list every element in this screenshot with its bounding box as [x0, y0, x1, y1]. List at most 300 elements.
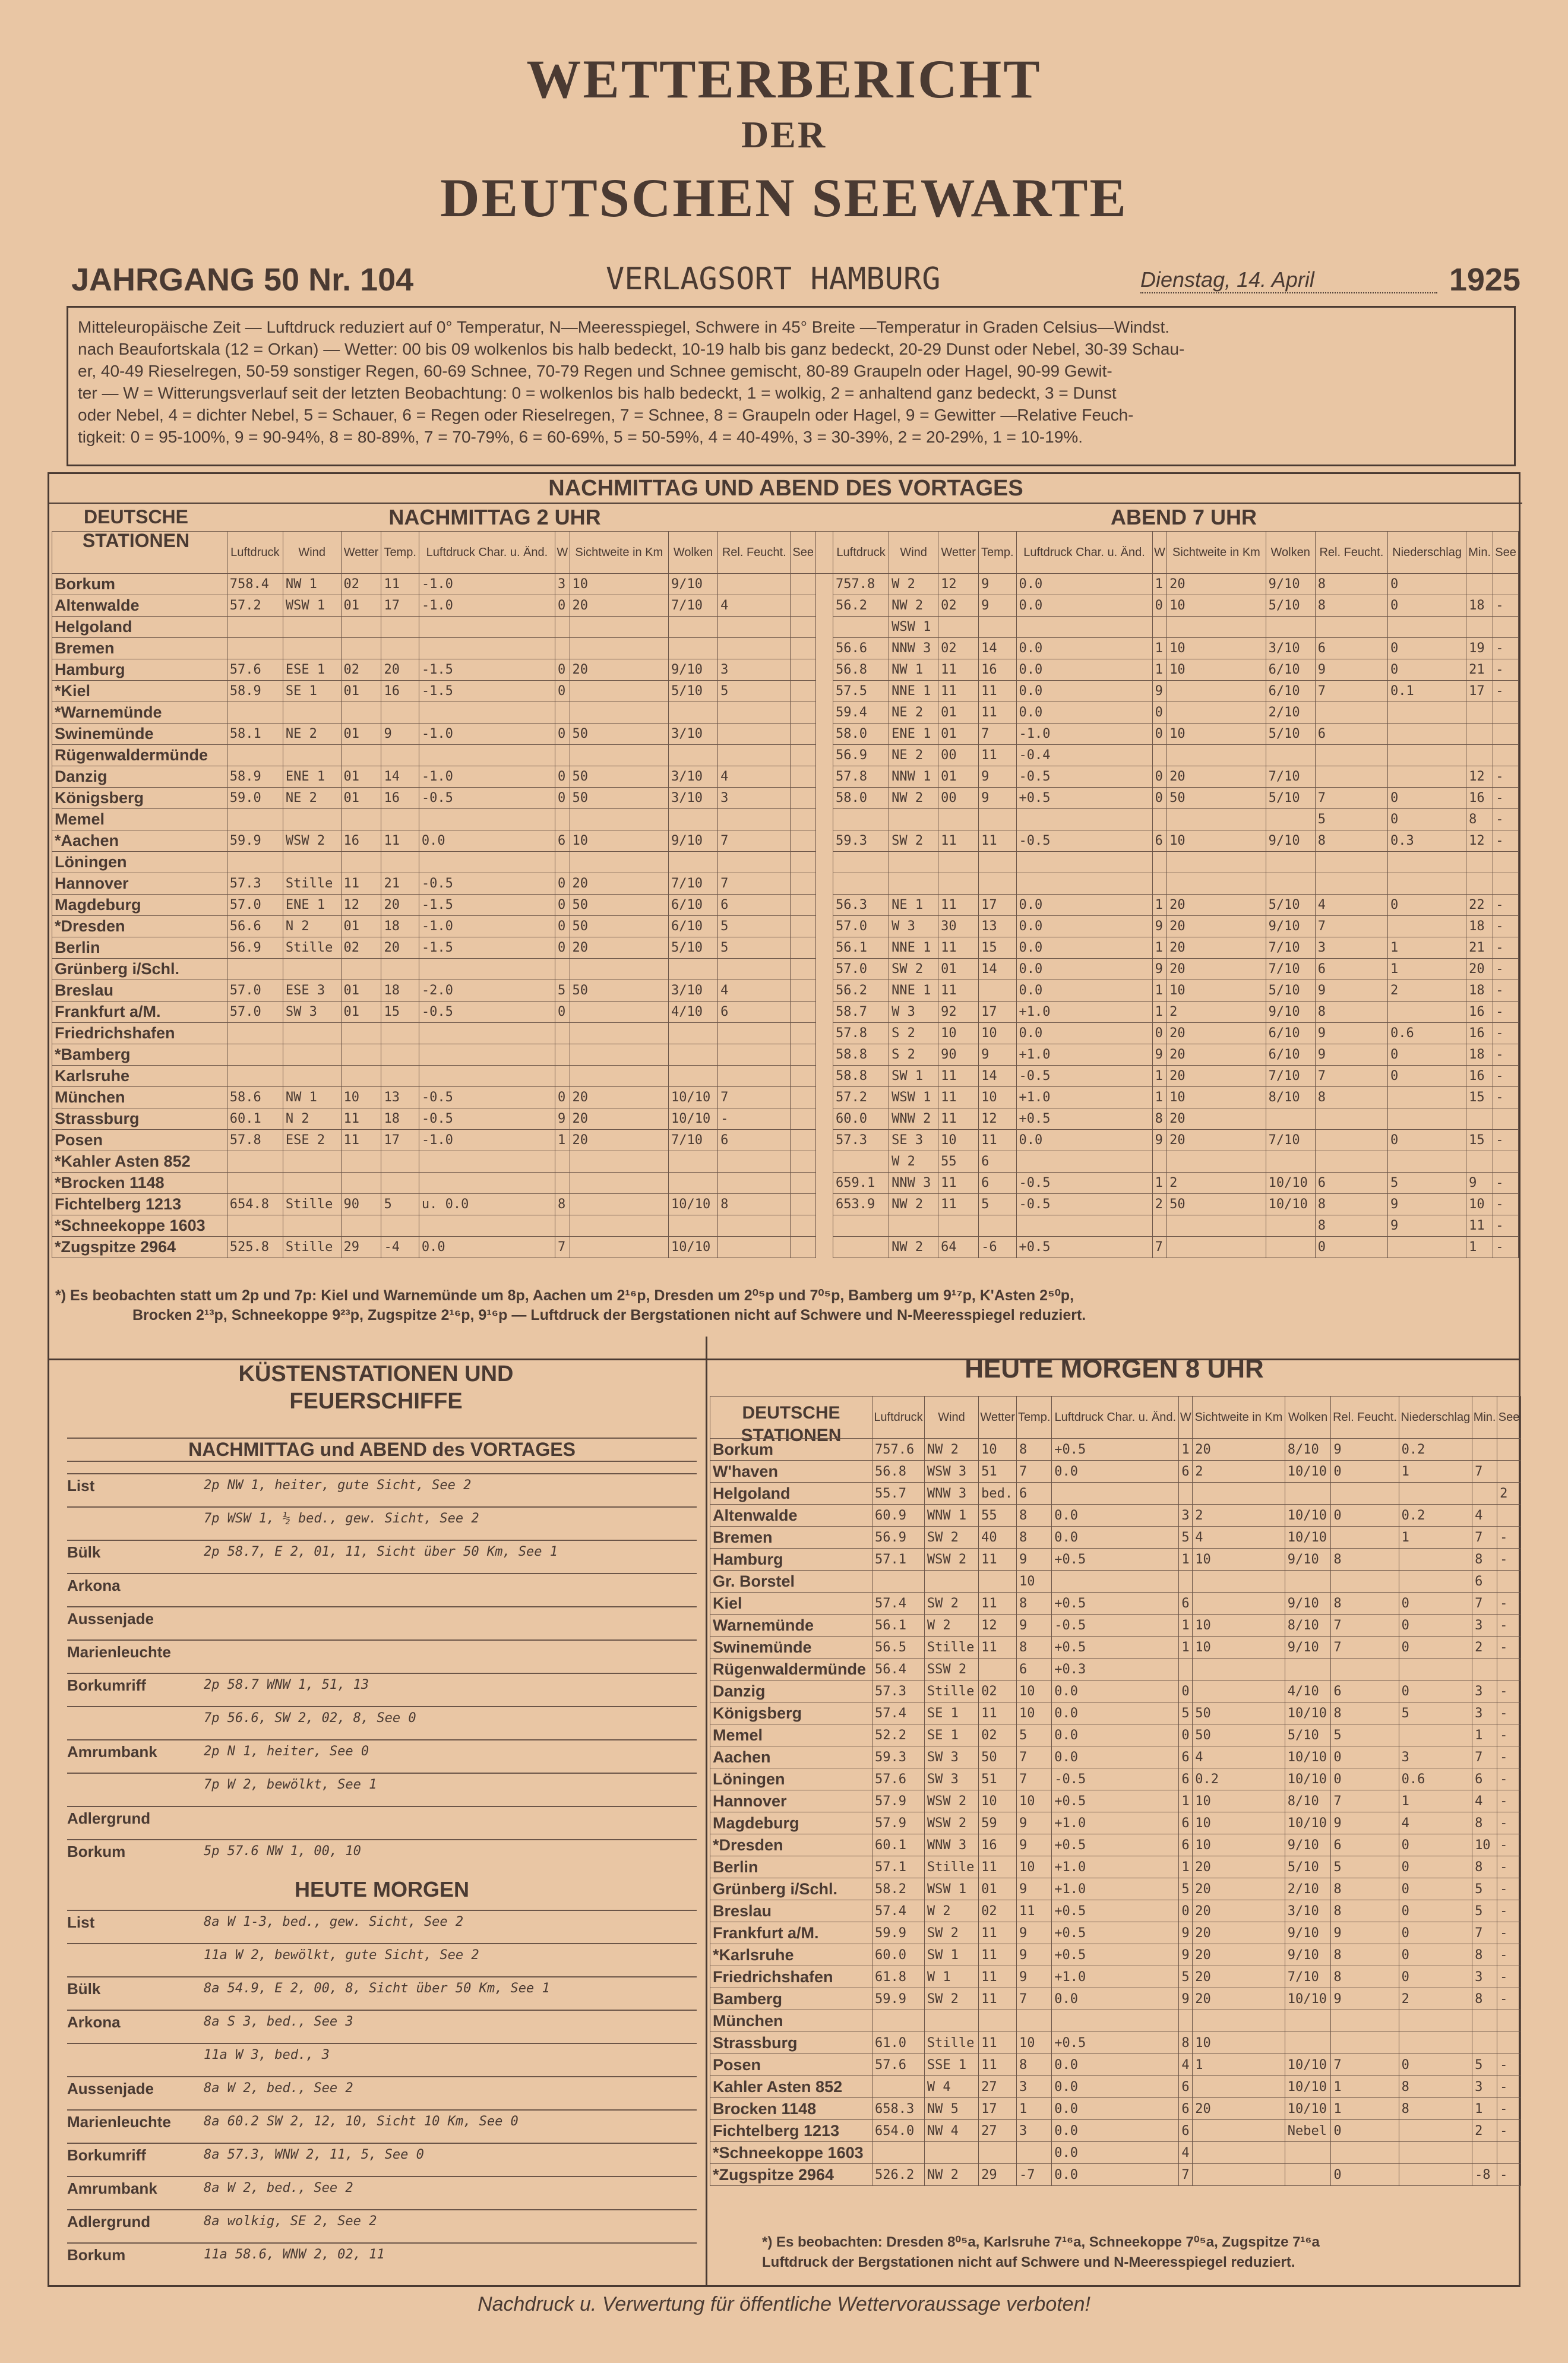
row-divider: [67, 1506, 697, 1508]
row-divider: [67, 2076, 697, 2077]
data-cell: [791, 638, 816, 659]
data-cell: 0: [555, 788, 570, 809]
data-cell: [1388, 1237, 1466, 1258]
data-cell: 01: [341, 788, 381, 809]
data-cell: -: [1497, 1637, 1521, 1658]
data-cell: N 2: [283, 916, 341, 937]
data-cell: 5/10: [1266, 980, 1315, 1002]
data-cell: [669, 617, 718, 638]
data-cell: 0: [555, 873, 570, 895]
data-cell: [570, 1215, 669, 1237]
data-cell: [1497, 2032, 1521, 2054]
data-cell: 11: [979, 745, 1016, 766]
table-row: [710, 1988, 1521, 2010]
gap-cell: [816, 1066, 833, 1087]
data-cell: 57.3: [833, 1130, 889, 1151]
data-cell: W 4: [924, 2076, 978, 2098]
data-cell: [283, 1173, 341, 1194]
data-cell: 0.0: [1016, 681, 1152, 702]
data-cell: [227, 809, 283, 830]
data-cell: 0.2: [1399, 1439, 1472, 1461]
data-cell: [555, 1151, 570, 1173]
data-cell: -: [1497, 1944, 1521, 1966]
station-name: München: [52, 1087, 227, 1108]
station-name: Karlsruhe: [52, 1066, 227, 1087]
data-cell: [570, 959, 669, 980]
data-cell: -: [718, 1108, 791, 1130]
data-cell: 17: [979, 895, 1016, 916]
header-cell: Luftdruck: [833, 532, 889, 574]
data-cell: SW 2: [889, 830, 938, 852]
data-cell: 10: [1167, 638, 1266, 659]
data-cell: NE 1: [889, 895, 938, 916]
data-cell: [791, 617, 816, 638]
data-cell: 9: [1331, 1812, 1399, 1834]
table-row: [52, 873, 1519, 895]
header-cell: Luftdruck Char. u. Änd.: [1016, 532, 1152, 574]
data-cell: 7: [1315, 1066, 1387, 1087]
data-cell: 8: [1331, 1878, 1399, 1900]
data-cell: 0: [1388, 574, 1466, 595]
data-cell: 8: [1472, 1812, 1497, 1834]
data-cell: [979, 980, 1016, 1002]
station-name: Aachen: [710, 1746, 872, 1768]
data-cell: [419, 852, 555, 873]
data-cell: -1.0: [419, 916, 555, 937]
data-cell: -4: [381, 1237, 419, 1258]
data-cell: W 3: [889, 1002, 938, 1023]
data-cell: 3: [1472, 1615, 1497, 1637]
data-cell: -0.5: [419, 1087, 555, 1108]
data-cell: 658.3: [872, 2098, 925, 2120]
row-divider: [67, 2109, 697, 2111]
data-cell: 15: [979, 937, 1016, 959]
data-cell: 57.9: [872, 1812, 925, 1834]
data-cell: +1.0: [1016, 1044, 1152, 1066]
data-cell: 1: [1193, 2054, 1285, 2076]
data-cell: [791, 745, 816, 766]
station-name: Borkum: [52, 574, 227, 595]
station-name: W'haven: [710, 1461, 872, 1483]
data-cell: NW 2: [889, 1237, 938, 1258]
data-cell: [1152, 1151, 1167, 1173]
table-row: [710, 1439, 1521, 1461]
data-cell: [1016, 1151, 1152, 1173]
data-cell: -1.0: [419, 574, 555, 595]
coastal-station: Adlergrund: [67, 2213, 151, 2231]
data-cell: SW 2: [924, 1922, 978, 1944]
table-row: [710, 1900, 1521, 1922]
data-cell: 7: [1179, 2164, 1193, 2186]
data-cell: 3/10: [669, 788, 718, 809]
data-cell: [1493, 873, 1519, 895]
data-cell: 27: [979, 2076, 1017, 2098]
data-cell: 7: [1017, 1461, 1052, 1483]
data-cell: 11: [979, 702, 1016, 724]
data-cell: 1: [1152, 1066, 1167, 1087]
data-cell: 11: [979, 1593, 1017, 1615]
data-cell: 20: [1193, 1966, 1285, 1988]
coastal-evening-heading: NACHMITTAG und ABEND des VORTAGES: [67, 1438, 697, 1462]
row-divider: [67, 1910, 697, 1911]
data-cell: [227, 1023, 283, 1044]
data-cell: [1331, 1527, 1399, 1549]
data-cell: Stille: [924, 2032, 978, 2054]
data-cell: -: [1497, 1768, 1521, 1790]
data-cell: 8: [1331, 1966, 1399, 1988]
data-cell: 11: [979, 1966, 1017, 1988]
data-cell: NE 2: [283, 724, 341, 745]
data-cell: [1152, 745, 1167, 766]
data-cell: 0.0: [1016, 1023, 1152, 1044]
data-cell: 0: [1399, 1900, 1472, 1922]
data-cell: 6: [718, 895, 791, 916]
data-cell: 7: [1315, 681, 1387, 702]
data-cell: 1: [1179, 1790, 1193, 1812]
table-row: [52, 1108, 1519, 1130]
data-cell: [718, 702, 791, 724]
data-cell: 10: [1017, 1856, 1052, 1878]
data-cell: 20: [381, 937, 419, 959]
row-divider: [67, 1473, 697, 1474]
data-cell: [570, 809, 669, 830]
data-cell: [791, 659, 816, 681]
legend-line: ter — W = Witterungsverlauf seit der letzten Beobachtung: 0 = wolkenlos bis halb bedeckt, 1 = wolkig, 2 = anhaltend ganz bedeckt, 3 = Dunst: [78, 384, 1117, 402]
data-cell: -: [1497, 1966, 1521, 1988]
data-cell: 9: [1331, 1439, 1399, 1461]
lower-section: [48, 1337, 1520, 2287]
data-cell: 57.8: [833, 766, 889, 788]
data-cell: [283, 1215, 341, 1237]
coastal-station: Arkona: [67, 1577, 121, 1594]
data-cell: [718, 617, 791, 638]
table-row: [52, 1002, 1519, 1023]
data-cell: 90: [341, 1194, 381, 1215]
data-cell: SW 2: [889, 959, 938, 980]
data-cell: 50: [570, 895, 669, 916]
data-cell: 10: [1167, 659, 1266, 681]
data-cell: [283, 852, 341, 873]
header-cell: Wolken: [669, 532, 718, 574]
data-cell: [1472, 1439, 1497, 1461]
data-cell: -: [1493, 1237, 1519, 1258]
data-cell: [791, 1173, 816, 1194]
data-cell: [1493, 1108, 1519, 1130]
data-cell: 7: [1472, 1461, 1497, 1483]
data-cell: 5: [1472, 1878, 1497, 1900]
data-cell: [1388, 916, 1466, 937]
data-cell: 58.1: [227, 724, 283, 745]
data-cell: [1388, 1108, 1466, 1130]
data-cell: [1472, 1658, 1497, 1680]
data-cell: [283, 959, 341, 980]
data-cell: 20: [1167, 895, 1266, 916]
table-row: [710, 1593, 1521, 1615]
data-cell: [889, 873, 938, 895]
data-cell: [791, 959, 816, 980]
data-cell: [381, 1023, 419, 1044]
data-cell: 58.6: [227, 1087, 283, 1108]
data-cell: 20: [1167, 916, 1266, 937]
data-cell: 11: [979, 2032, 1017, 2054]
data-cell: 57.1: [872, 1549, 925, 1571]
station-name: Gr. Borstel: [710, 1571, 872, 1593]
row-divider: [67, 1943, 697, 1944]
table-row: [710, 1483, 1521, 1505]
gap-cell: [816, 1173, 833, 1194]
data-cell: [791, 830, 816, 852]
station-name: Brocken 1148: [710, 2098, 872, 2120]
data-cell: [791, 1002, 816, 1023]
data-cell: 8: [1331, 1702, 1399, 1724]
table-row: [710, 1615, 1521, 1637]
gap-cell: [816, 873, 833, 895]
data-cell: [791, 1151, 816, 1173]
data-cell: 17: [1466, 681, 1493, 702]
data-cell: 10/10: [669, 1194, 718, 1215]
data-cell: SW 3: [924, 1768, 978, 1790]
evening-heading: ABEND 7 UHR: [1110, 505, 1257, 529]
data-cell: [1466, 852, 1493, 873]
data-cell: 1: [1466, 1237, 1493, 1258]
data-cell: 0: [1388, 595, 1466, 617]
data-cell: [669, 809, 718, 830]
data-cell: [718, 574, 791, 595]
data-cell: 5: [1179, 1527, 1193, 1549]
data-cell: [570, 617, 669, 638]
data-cell: 51: [979, 1768, 1017, 1790]
data-cell: NW 1: [283, 574, 341, 595]
data-cell: 1: [1399, 1461, 1472, 1483]
data-cell: 92: [938, 1002, 979, 1023]
coastal-observation: 7p W 2, bewölkt, See 1: [204, 1777, 377, 1792]
data-cell: 10: [1193, 1549, 1285, 1571]
data-cell: 11: [938, 1194, 979, 1215]
footnote: Brocken 2¹³p, Schneekoppe 9²³p, Zugspitze 2¹⁶p, 9¹⁶p — Luftdruck der Bergstationen nicht auf Schwere und N-Meeresspiegel reduziert.: [132, 1307, 1086, 1323]
data-cell: -: [1497, 1527, 1521, 1549]
table-row: [710, 1834, 1521, 1856]
data-cell: [872, 2010, 925, 2032]
coastal-station: Adlergrund: [67, 1809, 151, 1827]
data-cell: [1167, 617, 1266, 638]
data-cell: [283, 1151, 341, 1173]
coastal-observation: 2p 58.7 WNW 1, 51, 13: [204, 1678, 369, 1692]
data-cell: 0.2: [1399, 1505, 1472, 1527]
data-cell: 8: [1315, 1215, 1387, 1237]
data-cell: -: [1493, 809, 1519, 830]
data-cell: +0.5: [1016, 788, 1152, 809]
data-cell: 16: [1466, 788, 1493, 809]
data-cell: ENE 1: [283, 895, 341, 916]
data-cell: -0.5: [1016, 830, 1152, 852]
data-cell: 10: [1167, 830, 1266, 852]
data-cell: [570, 1023, 669, 1044]
data-cell: 2/10: [1266, 702, 1315, 724]
data-cell: W 2: [889, 574, 938, 595]
station-name: Altenwalde: [52, 595, 227, 617]
data-cell: 7: [718, 1087, 791, 1108]
data-cell: [1152, 1215, 1167, 1237]
data-cell: [791, 937, 816, 959]
data-cell: [555, 959, 570, 980]
data-cell: SW 3: [924, 1746, 978, 1768]
data-cell: [1331, 1571, 1399, 1593]
data-cell: 57.5: [833, 681, 889, 702]
data-cell: [1266, 1108, 1315, 1130]
data-cell: 59.4: [833, 702, 889, 724]
data-cell: -6: [979, 1237, 1016, 1258]
data-cell: 1: [1152, 1173, 1167, 1194]
data-cell: [381, 809, 419, 830]
data-cell: 56.4: [872, 1658, 925, 1680]
data-cell: 8: [1331, 1549, 1399, 1571]
data-cell: [1493, 745, 1519, 766]
data-cell: 9: [1388, 1215, 1466, 1237]
data-cell: 50: [979, 1746, 1017, 1768]
data-cell: 4: [718, 766, 791, 788]
data-cell: 0.0: [1016, 702, 1152, 724]
data-cell: +1.0: [1052, 1856, 1179, 1878]
data-cell: 8: [1315, 1194, 1387, 1215]
data-cell: SE 1: [924, 1724, 978, 1746]
data-cell: 64: [938, 1237, 979, 1258]
data-cell: 6/10: [1266, 1044, 1315, 1066]
row-divider: [67, 1540, 697, 1541]
table-row: [52, 980, 1519, 1002]
data-cell: 11: [979, 1988, 1017, 2010]
data-cell: 9/10: [1285, 1593, 1331, 1615]
data-cell: [227, 852, 283, 873]
data-cell: [341, 1044, 381, 1066]
data-cell: [718, 1066, 791, 1087]
data-cell: [1315, 1108, 1387, 1130]
data-cell: 20: [570, 1108, 669, 1130]
data-cell: 01: [341, 681, 381, 702]
data-cell: 56.8: [872, 1461, 925, 1483]
data-cell: 6: [1179, 1768, 1193, 1790]
data-cell: 0: [1399, 1637, 1472, 1658]
data-cell: 9: [1179, 1922, 1193, 1944]
data-cell: [341, 1173, 381, 1194]
data-cell: 5/10: [1266, 788, 1315, 809]
row-divider: [67, 2143, 697, 2144]
data-cell: [381, 852, 419, 873]
data-cell: WSW 2: [924, 1549, 978, 1571]
table-row: [52, 745, 1519, 766]
coastal-observation: 5p 57.6 NW 1, 00, 10: [204, 1844, 361, 1859]
row-divider: [67, 1806, 697, 1807]
data-cell: 01: [341, 724, 381, 745]
data-cell: [791, 724, 816, 745]
data-cell: 9/10: [1266, 830, 1315, 852]
data-cell: -8: [1472, 2164, 1497, 2186]
data-cell: [1052, 1483, 1179, 1505]
data-cell: [1388, 745, 1466, 766]
data-cell: 57.6: [872, 1768, 925, 1790]
data-cell: [924, 2142, 978, 2164]
data-cell: 8: [1315, 1002, 1387, 1023]
data-cell: -: [1497, 1790, 1521, 1812]
station-name: Löningen: [52, 852, 227, 873]
data-cell: 10/10: [1266, 1194, 1315, 1215]
data-cell: 20: [570, 1087, 669, 1108]
data-cell: 20: [570, 937, 669, 959]
data-cell: 4: [718, 980, 791, 1002]
row-divider: [67, 1739, 697, 1740]
data-cell: 59.0: [227, 788, 283, 809]
data-cell: 18: [1466, 595, 1493, 617]
table-row: [52, 1087, 1519, 1108]
station-name: Berlin: [52, 937, 227, 959]
data-cell: 5: [1472, 1900, 1497, 1922]
table-row: [52, 959, 1519, 980]
station-name: Helgoland: [52, 617, 227, 638]
data-cell: [555, 1215, 570, 1237]
data-cell: 0.0: [1052, 1505, 1179, 1527]
data-cell: [1388, 702, 1466, 724]
data-cell: 90: [938, 1044, 979, 1066]
data-cell: [791, 1108, 816, 1130]
data-cell: [1388, 852, 1466, 873]
data-cell: 1: [1179, 1439, 1193, 1461]
station-name: Kahler Asten 852: [710, 2076, 872, 2098]
data-cell: [718, 724, 791, 745]
data-cell: 52.2: [872, 1724, 925, 1746]
data-cell: 1: [1331, 2076, 1399, 2098]
legend-line: Mitteleuropäische Zeit — Luftdruck reduziert auf 0° Temperatur, N—Meeresspiegel, Schwere in 45° Breite —Temperatur in Graden Celsius—Windst.: [78, 318, 1170, 336]
data-cell: 20: [1167, 1044, 1266, 1066]
data-cell: 00: [938, 788, 979, 809]
data-cell: 7: [1331, 1615, 1399, 1637]
gap-cell: [816, 724, 833, 745]
data-cell: [1388, 617, 1466, 638]
data-cell: 10/10: [1285, 2098, 1331, 2120]
data-cell: 8/10: [1266, 1087, 1315, 1108]
header-cell: Wolken: [1285, 1397, 1331, 1439]
data-cell: 0: [555, 1002, 570, 1023]
data-cell: 6: [1472, 1571, 1497, 1593]
gap-cell: [816, 659, 833, 681]
data-cell: 5: [1179, 1702, 1193, 1724]
data-cell: 0: [1388, 1044, 1466, 1066]
data-cell: 5: [979, 1194, 1016, 1215]
data-cell: 8: [1315, 830, 1387, 852]
data-cell: 10: [1017, 2032, 1052, 2054]
data-cell: 50: [570, 724, 669, 745]
data-cell: 1: [1388, 937, 1466, 959]
data-cell: 9: [1017, 1812, 1052, 1834]
data-cell: 9: [381, 724, 419, 745]
data-cell: 0: [1331, 1461, 1399, 1483]
data-cell: +0.5: [1016, 1237, 1152, 1258]
data-cell: 3: [1017, 2120, 1052, 2142]
data-cell: [1167, 702, 1266, 724]
data-cell: 17: [381, 595, 419, 617]
data-cell: [1016, 617, 1152, 638]
data-cell: 60.9: [872, 1505, 925, 1527]
data-cell: NW 5: [924, 2098, 978, 2120]
data-cell: 0: [1388, 659, 1466, 681]
data-cell: 0: [1152, 1023, 1167, 1044]
coastal-station: Borkumriff: [67, 2146, 146, 2164]
data-cell: 20: [1167, 1023, 1266, 1044]
data-cell: 7/10: [1266, 1130, 1315, 1151]
data-cell: 10/10: [1266, 1173, 1315, 1194]
data-cell: 01: [938, 702, 979, 724]
coastal-station: Arkona: [67, 2013, 121, 2031]
data-cell: 8: [555, 1194, 570, 1215]
data-cell: bed.: [979, 1483, 1017, 1505]
